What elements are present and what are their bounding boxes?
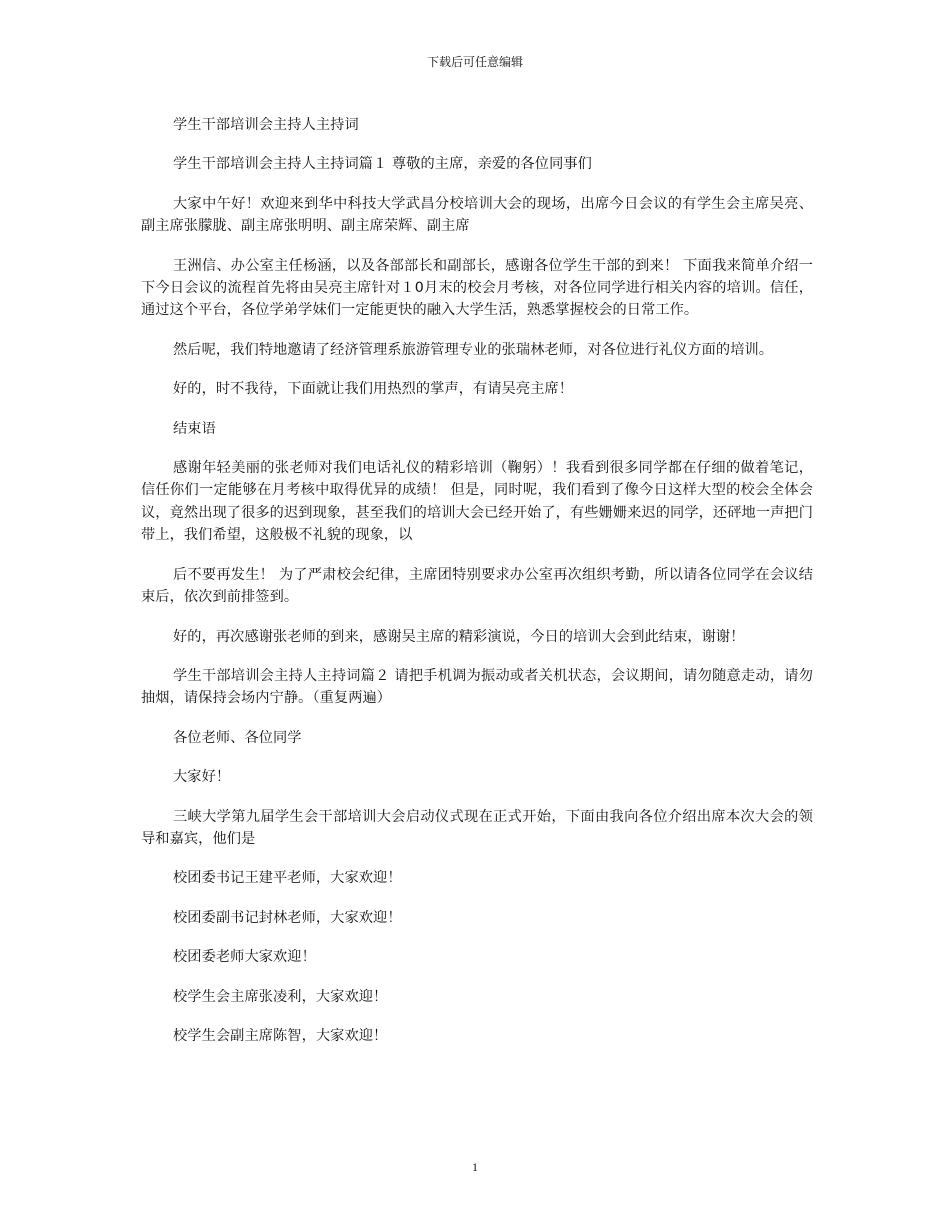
paragraph: 大家好！	[173, 769, 231, 786]
paragraph: 三峡大学第九届学生会干部培训大会启动仪式现在正式开始，下面由我向各位介绍出席本次大会的领导和嘉宾，他们是	[141, 808, 813, 847]
section-heading-2: 学生干部培训会主持人主持词篇２ 请把手机调为振动或者关机状态，会议期间，请勿随意走动，请勿抽烟，请保持会场内宁静。（重复两遍）	[141, 667, 813, 707]
paragraph: 感谢年轻美丽的张老师对我们电话礼仪的精彩培训（鞠躬）！我看到很多同学都在仔细的做着笔记，信任你们一定能够在月考核中取得优异的成绩！ 但是，同时呢，我们看到了像今日这样大型的校会全体会议，竟然出现了很多的迟到现象，甚至我们的培训大会已经开始了，有些姗姗来迟的同学，还砰地一声把门带上，我们希望，这般极不礼貌的现象，以	[141, 460, 813, 544]
closing-heading: 结束语	[173, 420, 216, 437]
paragraph: 校学生会主席张凌利，大家欢迎！	[173, 988, 388, 1005]
document-title: 学生干部培训会主持人主持词	[173, 117, 359, 133]
paragraph: 好的，时不我待，下面就让我们用热烈的掌声，有请吴亮主席！	[173, 381, 574, 398]
page-header-note: 下载后可任意编辑	[426, 55, 523, 69]
paragraph: 后不要再发生！ 为了严肃校会纪律，主席团特别要求办公室再次组织考勤，所以请各位同学在会议结束后，依次到前排签到。	[141, 566, 813, 606]
paragraph: 然后呢，我们特地邀请了经济管理系旅游管理专业的张瑞林老师，对各位进行礼仪方面的培训。	[173, 341, 774, 358]
paragraph: 好的，再次感谢张老师的到来，感谢吴主席的精彩演说，今日的培训大会到此结束，谢谢！	[173, 628, 745, 645]
section-heading-1: 学生干部培训会主持人主持词篇１ 尊敬的主席，亲爱的各位同事们	[173, 156, 592, 173]
paragraph: 大家中午好！欢迎来到华中科技大学武昌分校培训大会的现场，出席今日会议的有学生会主席吴亮、副主席张朦胧、副主席张明明、副主席荣辉、副主席	[141, 195, 813, 235]
paragraph: 校团委书记王建平老师，大家欢迎！	[173, 870, 402, 887]
paragraph: 校团委老师大家欢迎！	[173, 949, 316, 966]
page-number: 1	[472, 1160, 478, 1174]
paragraph: 各位老师、各位同学	[173, 729, 302, 746]
paragraph: 校团委副书记封林老师，大家欢迎！	[173, 909, 402, 926]
document-body	[141, 114, 813, 1064]
paragraph: 王洲信、办公室主任杨涵，以及各部部长和副部长，感谢各位学生干部的到来！ 下面我来简单介绍一下今日会议的流程首先将由吴亮主席针对１0月末的校会月考核，对各位同学进行相关内容的培训。信任，通过这个平台，各位学弟学妹们一定能更快的融入大学生活，熟悉掌握校会的日常工作。	[141, 257, 813, 319]
paragraph: 校学生会副主席陈智，大家欢迎！	[173, 1027, 388, 1044]
